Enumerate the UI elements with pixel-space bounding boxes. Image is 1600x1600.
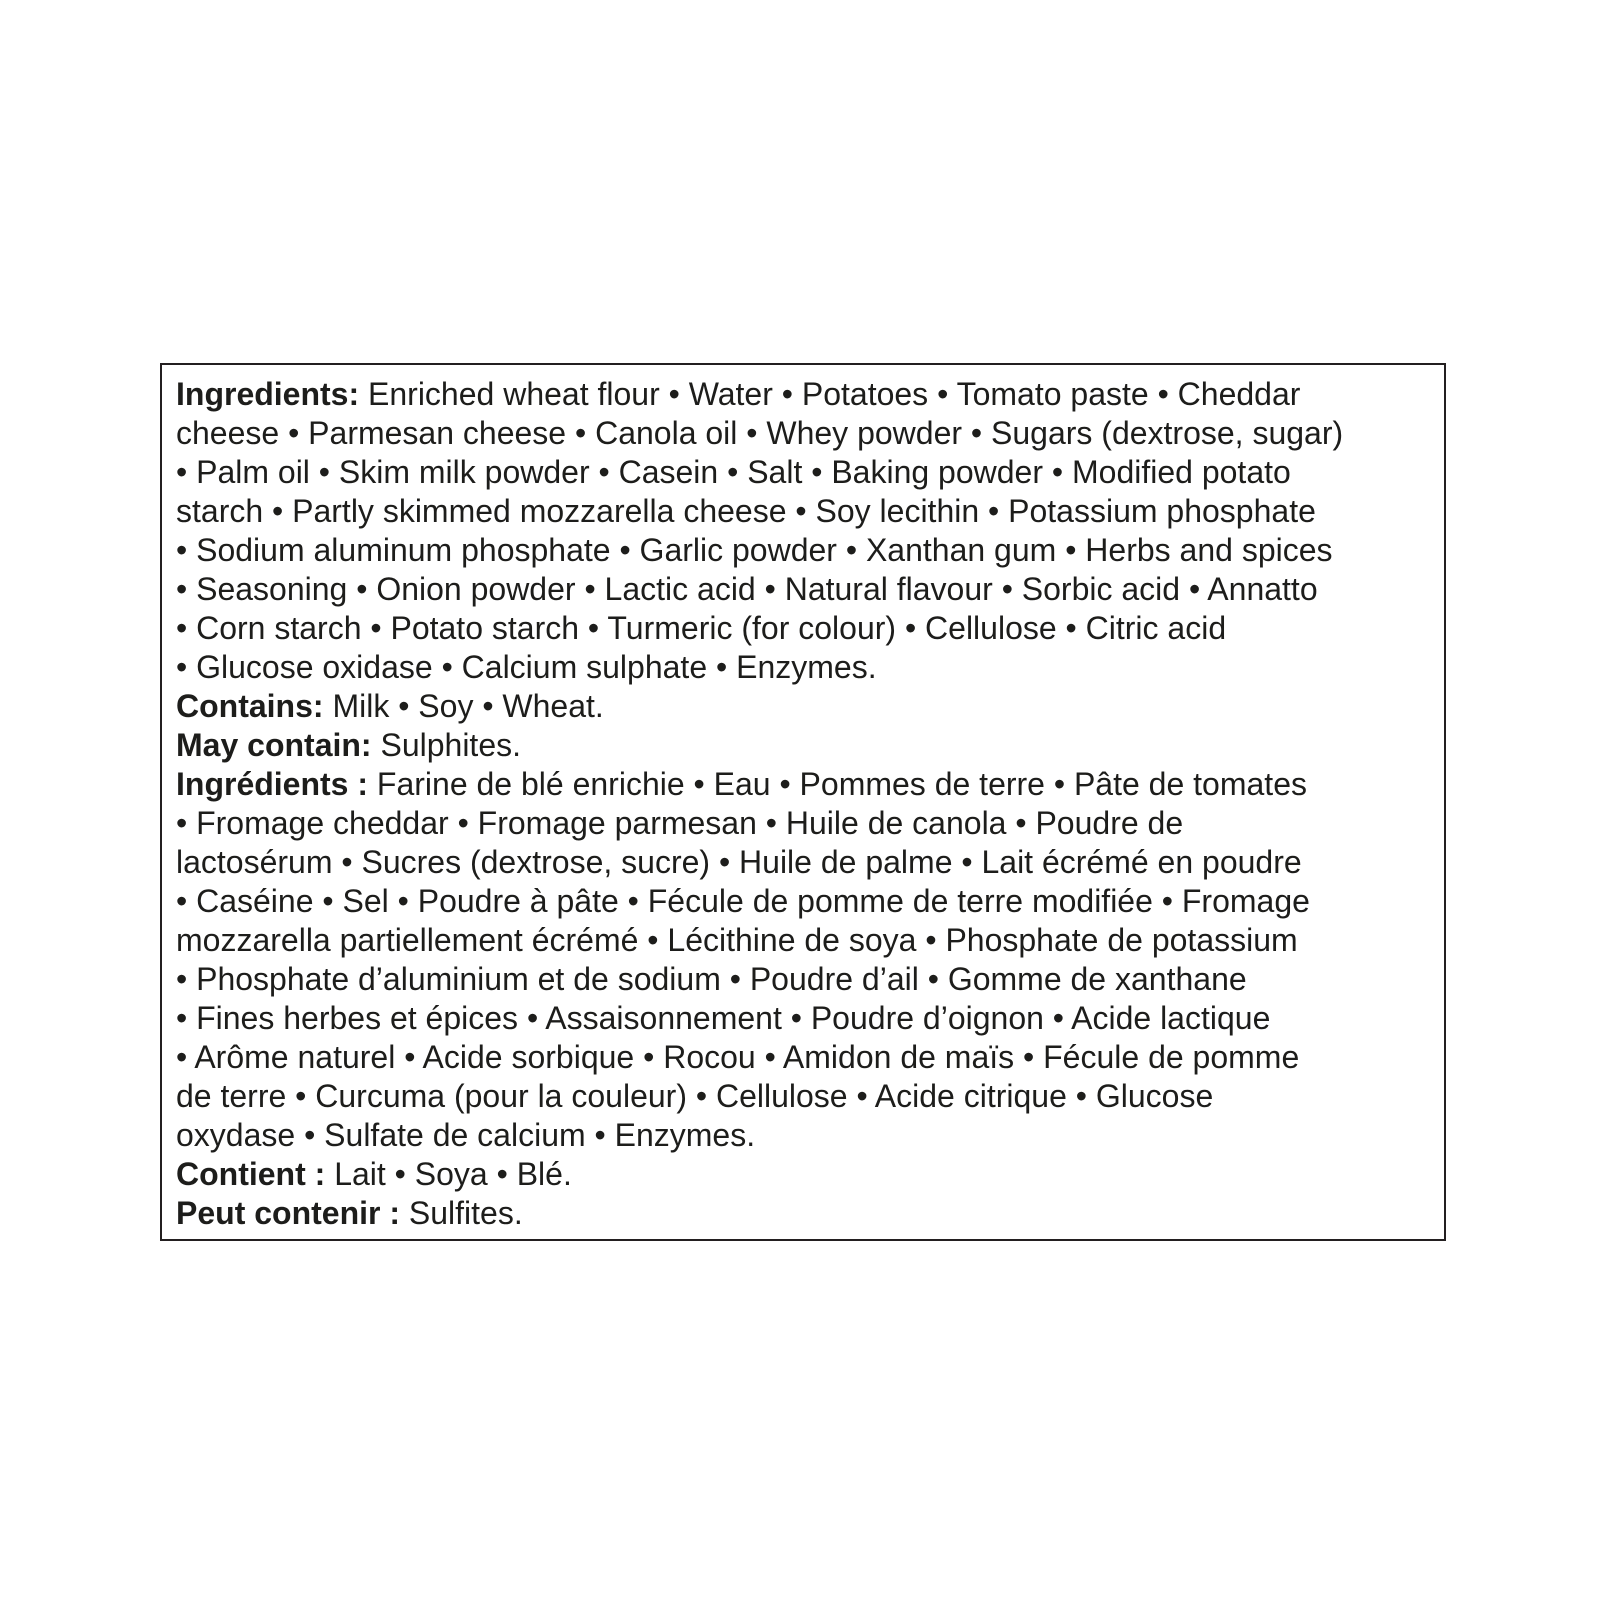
- label-text: lactosérum • Sucres (dextrose, sucre) • Huile de palme • Lait écrémé en poudre: [176, 844, 1302, 880]
- label-text: Sulphites.: [371, 727, 521, 763]
- label-line-may-contain: [176, 726, 521, 765]
- label-heading: Contient :: [176, 1156, 326, 1192]
- label-text: cheese • Parmesan cheese • Canola oil • Whey powder • Sugars (dextrose, sugar): [176, 415, 1344, 451]
- label-text: • Corn starch • Potato starch • Turmeric (for colour) • Cellulose • Citric acid: [176, 610, 1227, 646]
- label-line: [176, 492, 1316, 531]
- label-text: • Seasoning • Onion powder • Lactic acid • Natural flavour • Sorbic acid • Annatto: [176, 571, 1318, 607]
- label-line: [176, 1038, 1299, 1077]
- label-heading: May contain:: [176, 727, 372, 763]
- label-line: [176, 843, 1302, 882]
- label-line: [176, 570, 1318, 609]
- label-text: • Phosphate d’aluminium et de sodium • Poudre d’ail • Gomme de xanthane: [176, 961, 1247, 997]
- label-line: [176, 1077, 1213, 1116]
- label-line-peut-contenir: [176, 1194, 523, 1233]
- label-line: [176, 882, 1310, 921]
- label-text: Milk • Soy • Wheat.: [323, 688, 604, 724]
- label-line-ingredients-heading: [176, 375, 1300, 414]
- label-line: [176, 648, 877, 687]
- label-line: [176, 999, 1270, 1038]
- label-line: [176, 609, 1226, 648]
- label-text: starch • Partly skimmed mozzarella cheese • Soy lecithin • Potassium phosphate: [176, 493, 1316, 529]
- label-text: mozzarella partiellement écrémé • Lécithine de soya • Phosphate de potassium: [176, 922, 1298, 958]
- label-text: Sulfites.: [400, 1195, 523, 1231]
- label-heading: Ingredients:: [176, 376, 360, 412]
- label-text: oxydase • Sulfate de calcium • Enzymes.: [176, 1117, 756, 1153]
- label-line: [176, 960, 1247, 999]
- label-line: [176, 804, 1183, 843]
- label-line-contains: [176, 687, 604, 726]
- label-text: • Palm oil • Skim milk powder • Casein • Salt • Baking powder • Modified potato: [176, 454, 1291, 490]
- label-line: [176, 1116, 755, 1155]
- label-text: Enriched wheat flour • Water • Potatoes • Tomato paste • Cheddar: [359, 376, 1301, 412]
- label-text: • Glucose oxidase • Calcium sulphate • Enzymes.: [176, 649, 877, 685]
- label-text: de terre • Curcuma (pour la couleur) • Cellulose • Acide citrique • Glucose: [176, 1078, 1214, 1114]
- ingredients-label: [160, 363, 1446, 1241]
- label-heading: Peut contenir :: [176, 1195, 401, 1231]
- label-text: • Fromage cheddar • Fromage parmesan • Huile de canola • Poudre de: [176, 805, 1184, 841]
- label-text: • Arôme naturel • Acide sorbique • Rocou • Amidon de maïs • Fécule de pomme: [176, 1039, 1300, 1075]
- label-line: [176, 921, 1298, 960]
- label-line-contient: [176, 1155, 572, 1194]
- label-text: Farine de blé enrichie • Eau • Pommes de terre • Pâte de tomates: [368, 766, 1307, 802]
- label-heading: Ingrédients :: [176, 766, 369, 802]
- label-text: • Caséine • Sel • Poudre à pâte • Fécule de pomme de terre modifiée • Fromage: [176, 883, 1310, 919]
- label-line: [176, 414, 1343, 453]
- label-text: Lait • Soya • Blé.: [325, 1156, 572, 1192]
- label-text: • Fines herbes et épices • Assaisonnement • Poudre d’oignon • Acide lactique: [176, 1000, 1271, 1036]
- label-heading: Contains:: [176, 688, 324, 724]
- label-line: [176, 453, 1291, 492]
- label-line: [176, 531, 1333, 570]
- label-line-ingredients-heading-fr: [176, 765, 1307, 804]
- label-text: • Sodium aluminum phosphate • Garlic powder • Xanthan gum • Herbs and spices: [176, 532, 1333, 568]
